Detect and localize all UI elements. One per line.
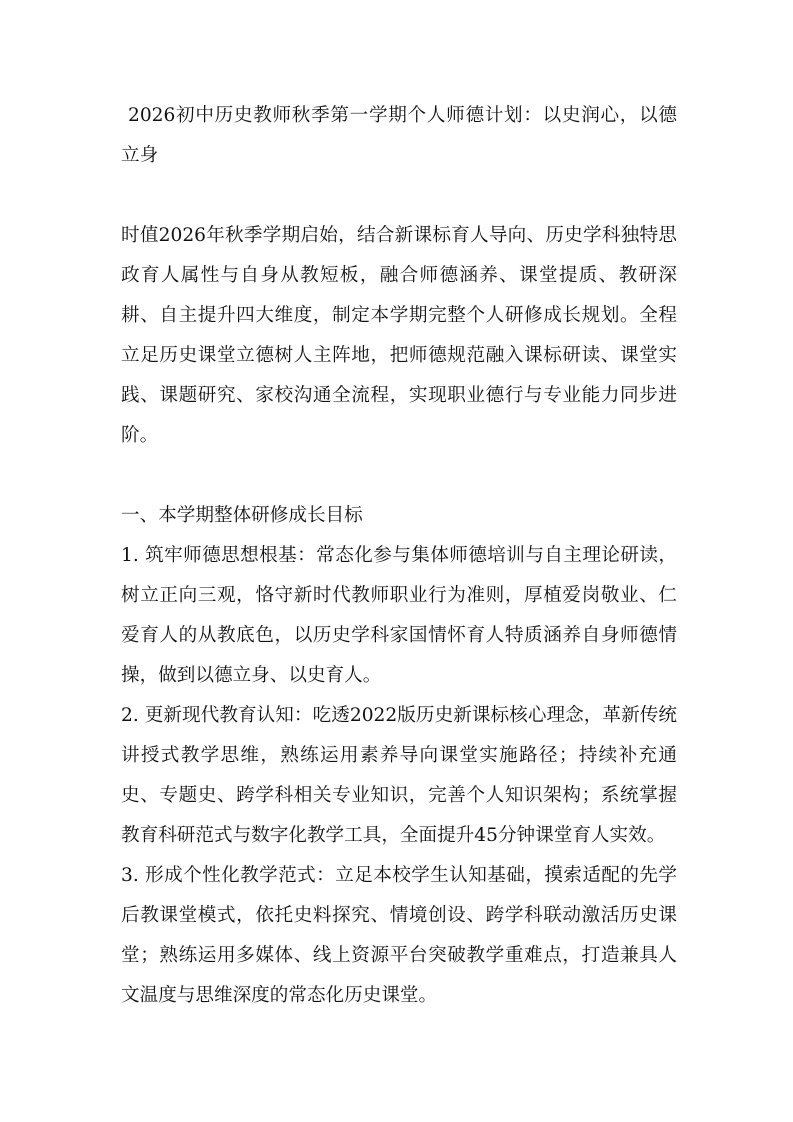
goal-item-2: 2. 更新现代教育认知：吃透2022版历史新课标核心理念，革新传统讲授式教学思维，熟练运用素养导向课堂实施路径；持续补充通史、专题史、跨学科相关专业知识，完善个人知识架构；系统掌握教育科研范式与数字化教学工具，全面提升45分钟课堂育人实效。: [121, 705, 677, 846]
goal-item-1: 1. 筑牢师德思想根基：常态化参与集体师德培训与自主理论研读，树立正向三观，恪守新时代教师职业行为准则，厚植爱岗敬业、仁爱育人的从教底色，以历史学科家国情怀育人特质涵养自身师德情操，做到以德立身、以史育人。: [121, 545, 677, 686]
section-heading: 一、本学期整体研修成长目标: [121, 505, 363, 526]
goal-item-3: 3. 形成个性化教学范式：立足本校学生认知基础，摸索适配的先学后教课堂模式，依托史料探究、情境创设、跨学科联动激活历史课堂；熟练运用多媒体、线上资源平台突破教学重难点，打造兼具人文温度与思维深度的常态化历史课堂。: [121, 865, 677, 1006]
document-title: 2026初中历史教师秋季第一学期个人师德计划：以史润心，以德立身: [121, 105, 677, 166]
document-body: [121, 96, 677, 1016]
intro-paragraph: 时值2026年秋季学期启始，结合新课标育人导向、历史学科独特思政育人属性与自身从教短板，融合师德涵养、课堂提质、教研深耕、自主提升四大维度，制定本学期完整个人研修成长规划。全程立足历史课堂立德树人主阵地，把师德规范融入课标研读、课堂实践、课题研究、家校沟通全流程，实现职业德行与专业能力同步进阶。: [121, 225, 677, 446]
